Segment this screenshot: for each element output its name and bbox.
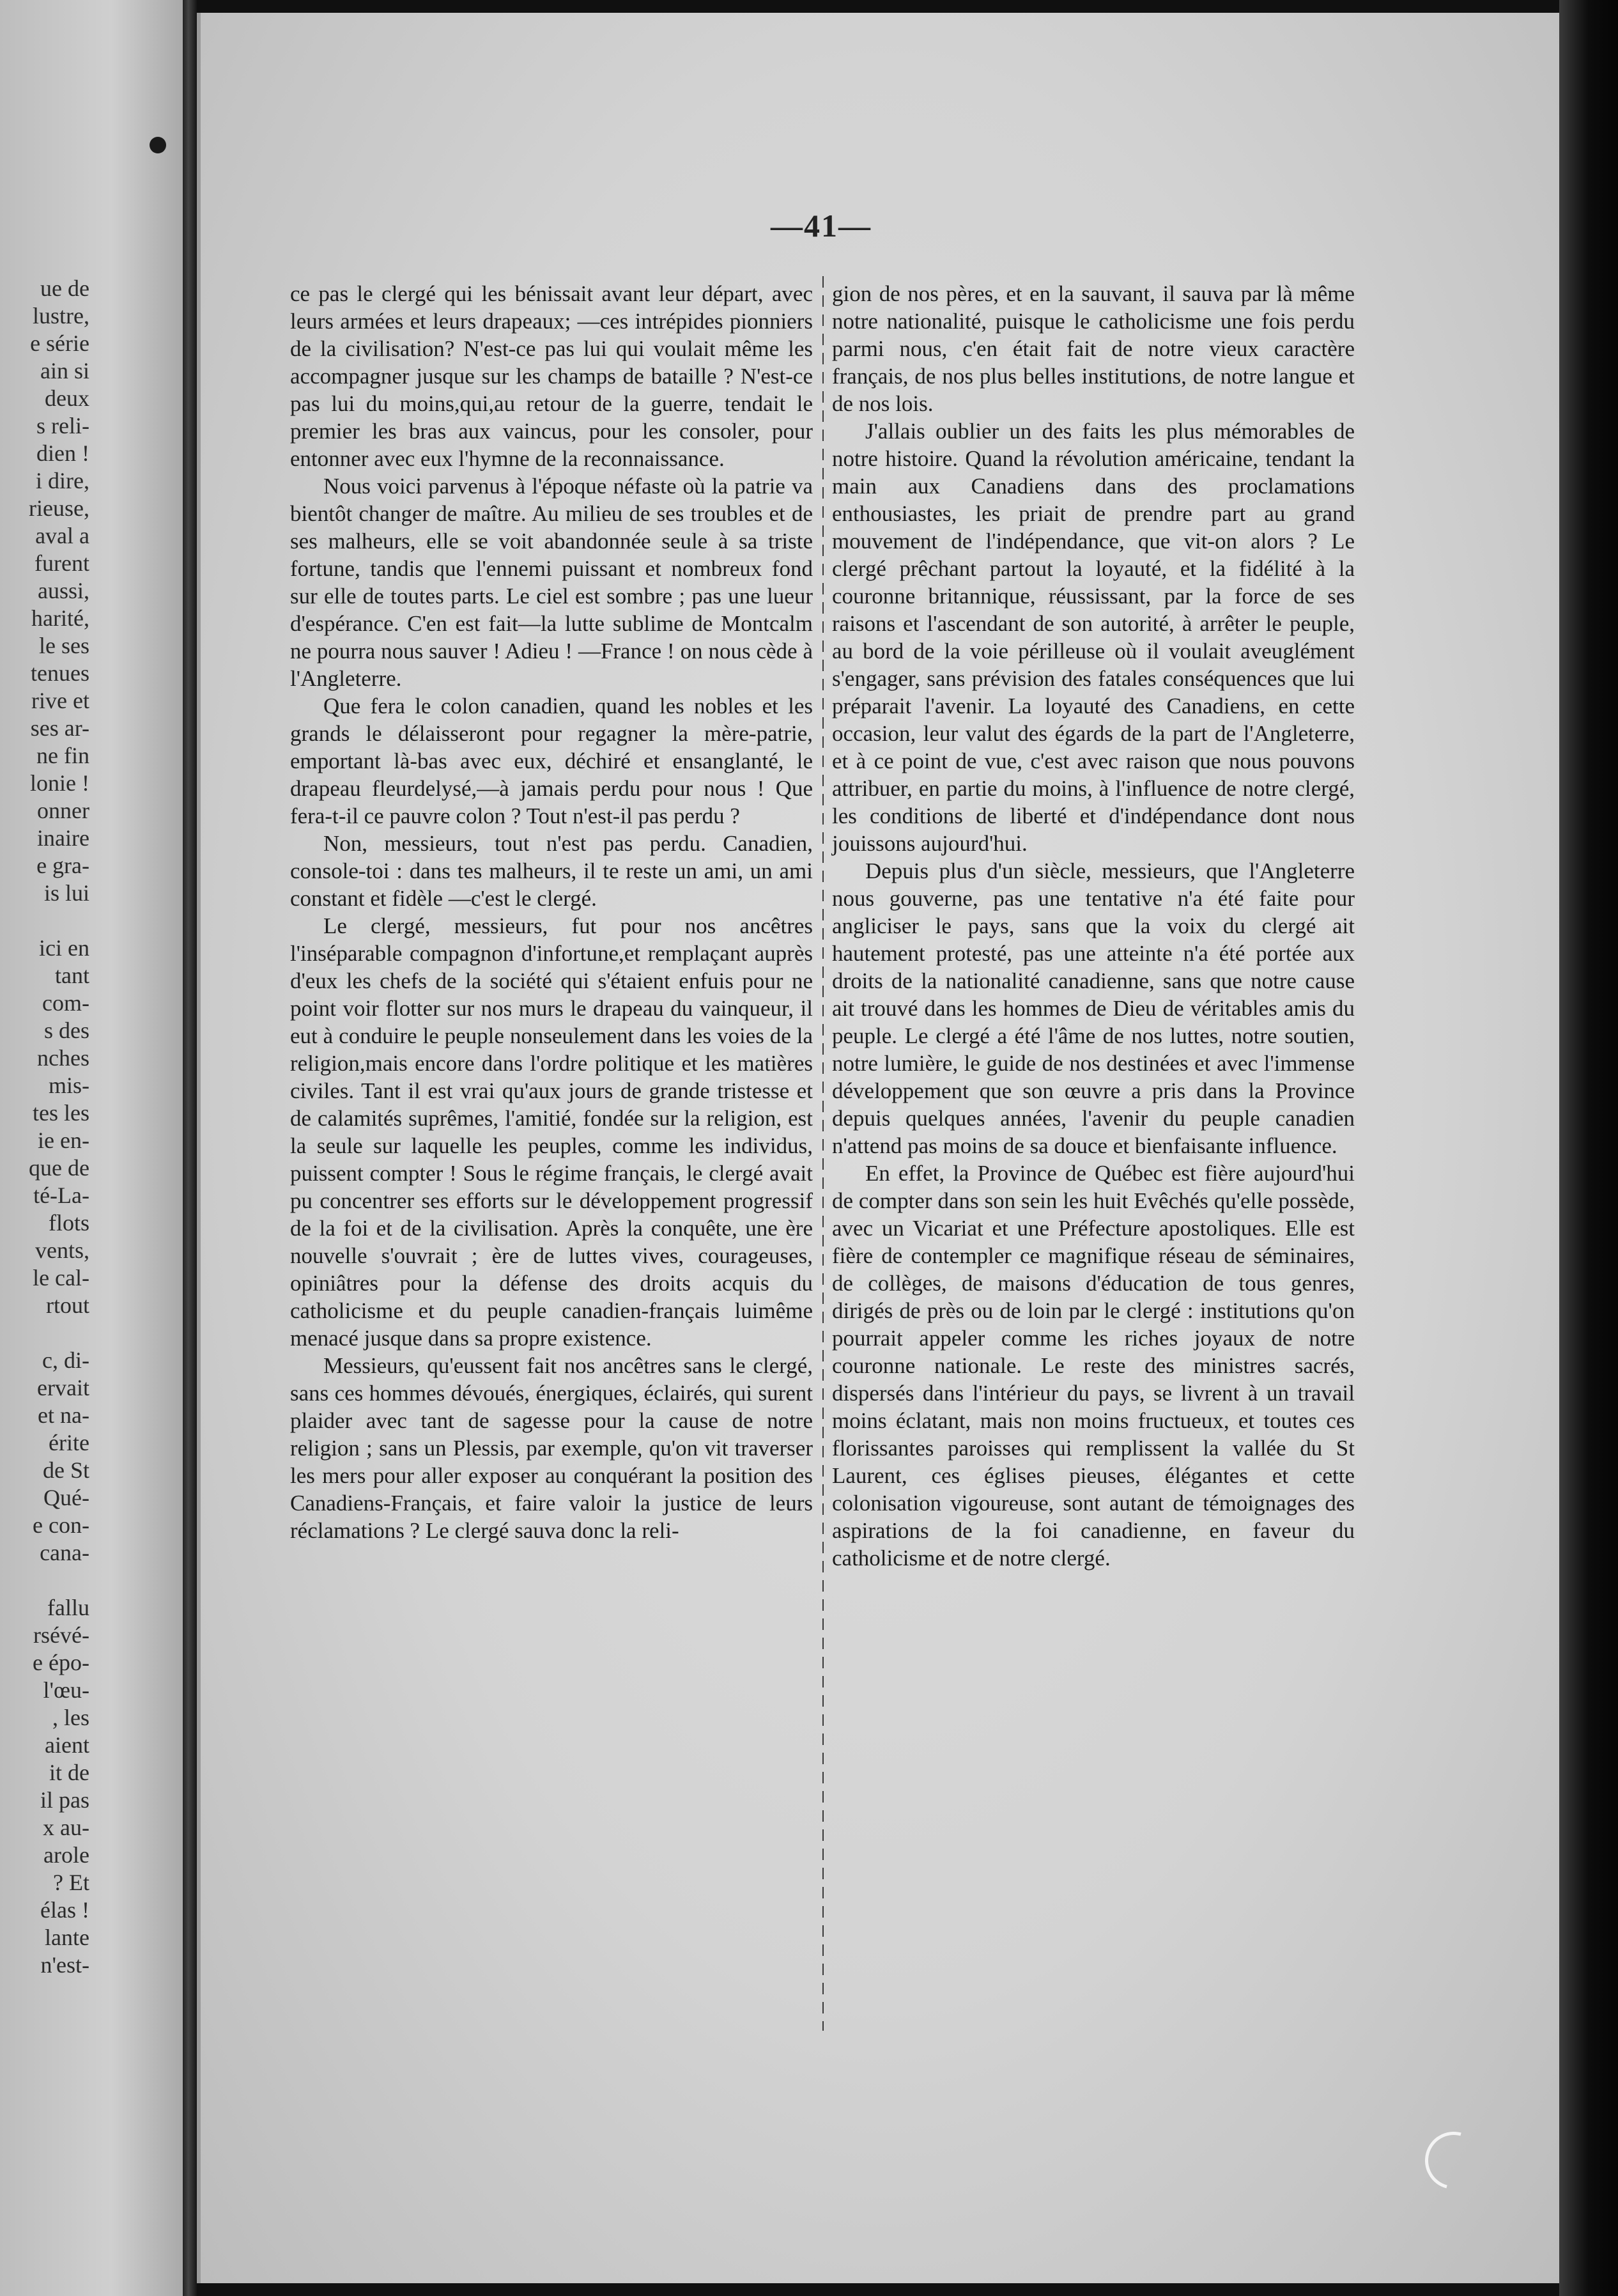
paragraph: Non, messieurs, tout n'est pas perdu. Canadien, console-toi : dans tes malheurs, il te reste un ami, un ami constant et fidèle —c'est le clergé. xyxy=(290,831,813,911)
fragment-line: e épo- xyxy=(33,1650,89,1675)
page-number-value: 41 xyxy=(804,208,838,244)
fragment-line: is lui xyxy=(43,880,89,906)
fragment-line: que de xyxy=(29,1155,89,1181)
fragment-line: fallu xyxy=(47,1595,89,1620)
paragraph: Messieurs, qu'eussent fait nos ancêtres sans le clergé, sans ces hommes dévoués, énergiques, éclairés, qui surent plaider avec tant de sagesse pour la cause de notre religion ; sans un Plessis, par exemple, qu'on vit traverser les mers pour aller exposer au conquérant la position des Canadiens-Français, et faire valoir la justice de leurs réclamations ? Le clergé sauva donc la reli- xyxy=(290,1353,813,1543)
fragment-line: tes les xyxy=(33,1100,89,1126)
fragment-line: e série xyxy=(30,330,89,356)
fragment-line: flots xyxy=(48,1210,89,1236)
fragment-line: ne fin xyxy=(36,743,89,768)
fragment-line: arole xyxy=(43,1842,89,1868)
fragment-line: e gra- xyxy=(36,853,89,878)
fragment-line: rsévé- xyxy=(33,1622,89,1648)
fragment-line: dien ! xyxy=(36,440,89,466)
paragraph: gion de nos pères, et en la sauvant, il sauva par là même notre nationalité, puisque le catholicisme une fois perdu parmi nous, c'en était fait de notre vieux caractère français, de nos plus belles institutions, de notre langue et de nos lois. xyxy=(832,281,1355,416)
fragment-line: it de xyxy=(49,1760,89,1785)
fragment-line: inaire xyxy=(37,825,89,851)
fragment-line: élas ! xyxy=(40,1897,89,1923)
fragment-line: té-La- xyxy=(33,1183,89,1208)
fragment-line: lonie ! xyxy=(30,770,89,796)
right-text-column xyxy=(832,280,1355,1572)
fragment-line: nches xyxy=(37,1045,89,1071)
fragment-line: ue de xyxy=(40,275,89,301)
paragraph: Nous voici parvenus à l'époque néfaste où la patrie va bientôt changer de maître. Au milieu de ses troubles et de ses malheurs, elle se voit abandonnée seule à sa triste fortune, tandis que l'ennemi puissant et nombreux fond sur elle de toutes parts. Le ciel est sombre ; pas une lueur d'espérance. C'en est fait—la lutte sublime de Montcalm ne pourra nous sauver ! Adieu ! —France ! on nous cède à l'Angleterre. xyxy=(290,474,813,691)
fragment-line: onner xyxy=(37,798,89,823)
column-divider xyxy=(822,276,824,2031)
fragment-line: érite xyxy=(49,1430,89,1455)
paragraph: J'allais oublier un des faits les plus mémorables de notre histoire. Quand la révolution américaine, tendant la main aux Canadiens dans des proclamations enthousiastes, les priait de prendre part au grand mouvement de l'indépendance, que vit-on alors ? Le clergé prêchant partout la loyauté, et la fidélité à la couronne britannique, réussissant, par la force de ses raisons et l'ascendant de son autorité, à arrêter le peuple, au bord de la voie périlleuse où il voulait aveuglément s'engager, sans prévision des fatales conséquences que lui préparait l'avenir. La loyauté des Canadiens, en cette occasion, leur valut des égards de la part de l'Angleterre, et à ce point de vue, c'est avec raison que nous pouvons attribuer, en partie du moins, à l'influence de notre clergé, les conditions de liberté et d'indépendance dont nous jouissons aujourd'hui. xyxy=(832,419,1355,856)
fragment-line: deux xyxy=(45,385,89,411)
fragment-line: lante xyxy=(45,1925,89,1950)
fragment-line: tant xyxy=(55,963,89,988)
fragment-line: il pas xyxy=(40,1787,89,1813)
fragment-line: com- xyxy=(42,990,89,1016)
fragment-line: harité, xyxy=(31,605,89,631)
fragment-line: le cal- xyxy=(33,1265,89,1291)
fragment-line: ain si xyxy=(40,358,89,384)
fragment-line: de St xyxy=(42,1457,89,1483)
fragment-line: l'œu- xyxy=(43,1677,89,1703)
fragment-line: i dire, xyxy=(36,468,89,493)
fragment-line: rive et xyxy=(31,688,89,713)
fragment-line: le ses xyxy=(39,633,89,658)
fragment-line: lustre, xyxy=(33,303,89,329)
fragment-line: ervait xyxy=(37,1375,89,1400)
fragment-line: s reli- xyxy=(36,413,89,438)
fragment-line: Qué- xyxy=(43,1485,89,1510)
paragraph: Depuis plus d'un siècle, messieurs, que l'Angleterre nous gouverne, pas une tentative n'a été faite pour angliciser le pays, sans que la voix du clergé ait hautement protesté, pas une atteinte n'a été portée aux droits de la nationalité canadienne, sans que notre cause ait trouvé dans les hommes de Dieu de véritables amis du peuple. Le clergé a été l'âme de nos luttes, notre soutien, notre lumière, le guide de nos destinées et avec l'immense développement que son œuvre a pris dans la Province depuis quelques années, l'avenir du peuple canadien n'attend pas moins de sa douce et bienfaisante influence. xyxy=(832,858,1355,1158)
fragment-line: s des xyxy=(44,1018,89,1043)
fragment-line: ? Et xyxy=(53,1870,89,1895)
fragment-line: vents, xyxy=(35,1237,89,1263)
fragment-line: tenues xyxy=(31,660,89,686)
fragment-line: mis- xyxy=(48,1073,89,1098)
fragment-line: c, di- xyxy=(42,1347,89,1373)
fragment-line: furent xyxy=(35,550,89,576)
paragraph: ce pas le clergé qui les bénissait avant leur départ, avec leurs armées et leurs drapeaux; —ces intrépides pionniers de la civilisation? N'est-ce pas lui qui voulait même les accompagner jusque sur les champs de bataille ? N'est-ce pas lui du moins,qui,au retour de la guerre, tendait le premier les bras aux vaincus, pour les consoler, pour entonner avec eux l'hymne de la reconnaissance. xyxy=(290,281,813,471)
page-right-edge xyxy=(1559,0,1618,2296)
fragment-line: x au- xyxy=(43,1815,89,1840)
fragment-line: aussi, xyxy=(38,578,89,603)
fragment-line: , les xyxy=(52,1705,89,1730)
page-number: —41— xyxy=(771,208,872,244)
fragment-line: e con- xyxy=(33,1512,89,1538)
fragment-line: cana- xyxy=(40,1540,89,1565)
ink-spot xyxy=(150,137,166,153)
fragment-line: ie en- xyxy=(38,1128,89,1153)
paragraph: Que fera le colon canadien, quand les nobles et les grands le délaisseront pour regagner la mère-patrie, emportant là-bas avec eux, déchiré et ensanglanté, le drapeau fleurdelysé,—à jamais perdu pour nous ! Que fera-t-il ce pauvre colon ? Tout n'est-il pas perdu ? xyxy=(290,694,813,828)
fragment-line: n'est- xyxy=(40,1952,89,1978)
paragraph: Le clergé, messieurs, fut pour nos ancêtres l'inséparable compagnon d'infortune,et remplaçant auprès d'eux les chefs de la société qui s'étaient enfuis pour ne point voir flotter sur nos murs le drapeau du vainqueur, il eut à conduire le peuple nonseulement dans les voies de la religion,mais encore dans l'ordre politique et les matières civiles. Tant il est vrai qu'aux jours de grande tristesse et de calamités suprêmes, l'amitié, fondée sur la religion, est la seule sur laquelle les peuples, comme les individus, puissent compter ! Sous le régime français, le clergé avait pu concentrer ses efforts sur le développement progressif de la foi et de la civilisation. Après la conquête, une ère nouvelle s'ouvrait ; ère de luttes vives, courageuses, opiniâtres pour la défense des droits acquis du catholicisme et du peuple canadien-français luimême menacé jusque dans sa propre existence. xyxy=(290,913,813,1351)
fragment-line: et na- xyxy=(38,1402,89,1428)
previous-page-fragment xyxy=(0,0,185,2296)
left-text-column xyxy=(290,280,813,1544)
fragment-line: aient xyxy=(45,1732,89,1758)
paragraph: En effet, la Province de Québec est fière aujourd'hui de compter dans son sein les huit Evêchés qu'elle possède, avec un Vicariat et une Préfecture apostoliques. Elle est fière de contempler ce magnifique réseau de séminaires, de collèges, de maisons d'éducation de tous genres, dirigés de près ou de loin par le clergé : institutions qu'on pourrait appeler comme les riches joyaux de notre couronne nationale. Le reste des ministres sacrés, dispersés dans l'intérieur du pays, se livrent à un travail moins éclatant, mais non moins fructueux, et toutes ces florissantes paroisses qui remplissent la vallée du St Laurent, ces églises pieuses, élégantes et cette colonisation vigoureuse, sont autant de témoignages des aspirations de la foi canadienne, en faveur du catholicisme et de notre clergé. xyxy=(832,1161,1355,1571)
fragment-line: rieuse, xyxy=(29,495,89,521)
fragment-line: ici en xyxy=(39,935,89,961)
page-gutter xyxy=(183,0,197,2296)
fragment-line: rtout xyxy=(46,1292,89,1318)
fragment-line: ses ar- xyxy=(30,715,89,741)
fragment-line: aval a xyxy=(35,523,89,548)
